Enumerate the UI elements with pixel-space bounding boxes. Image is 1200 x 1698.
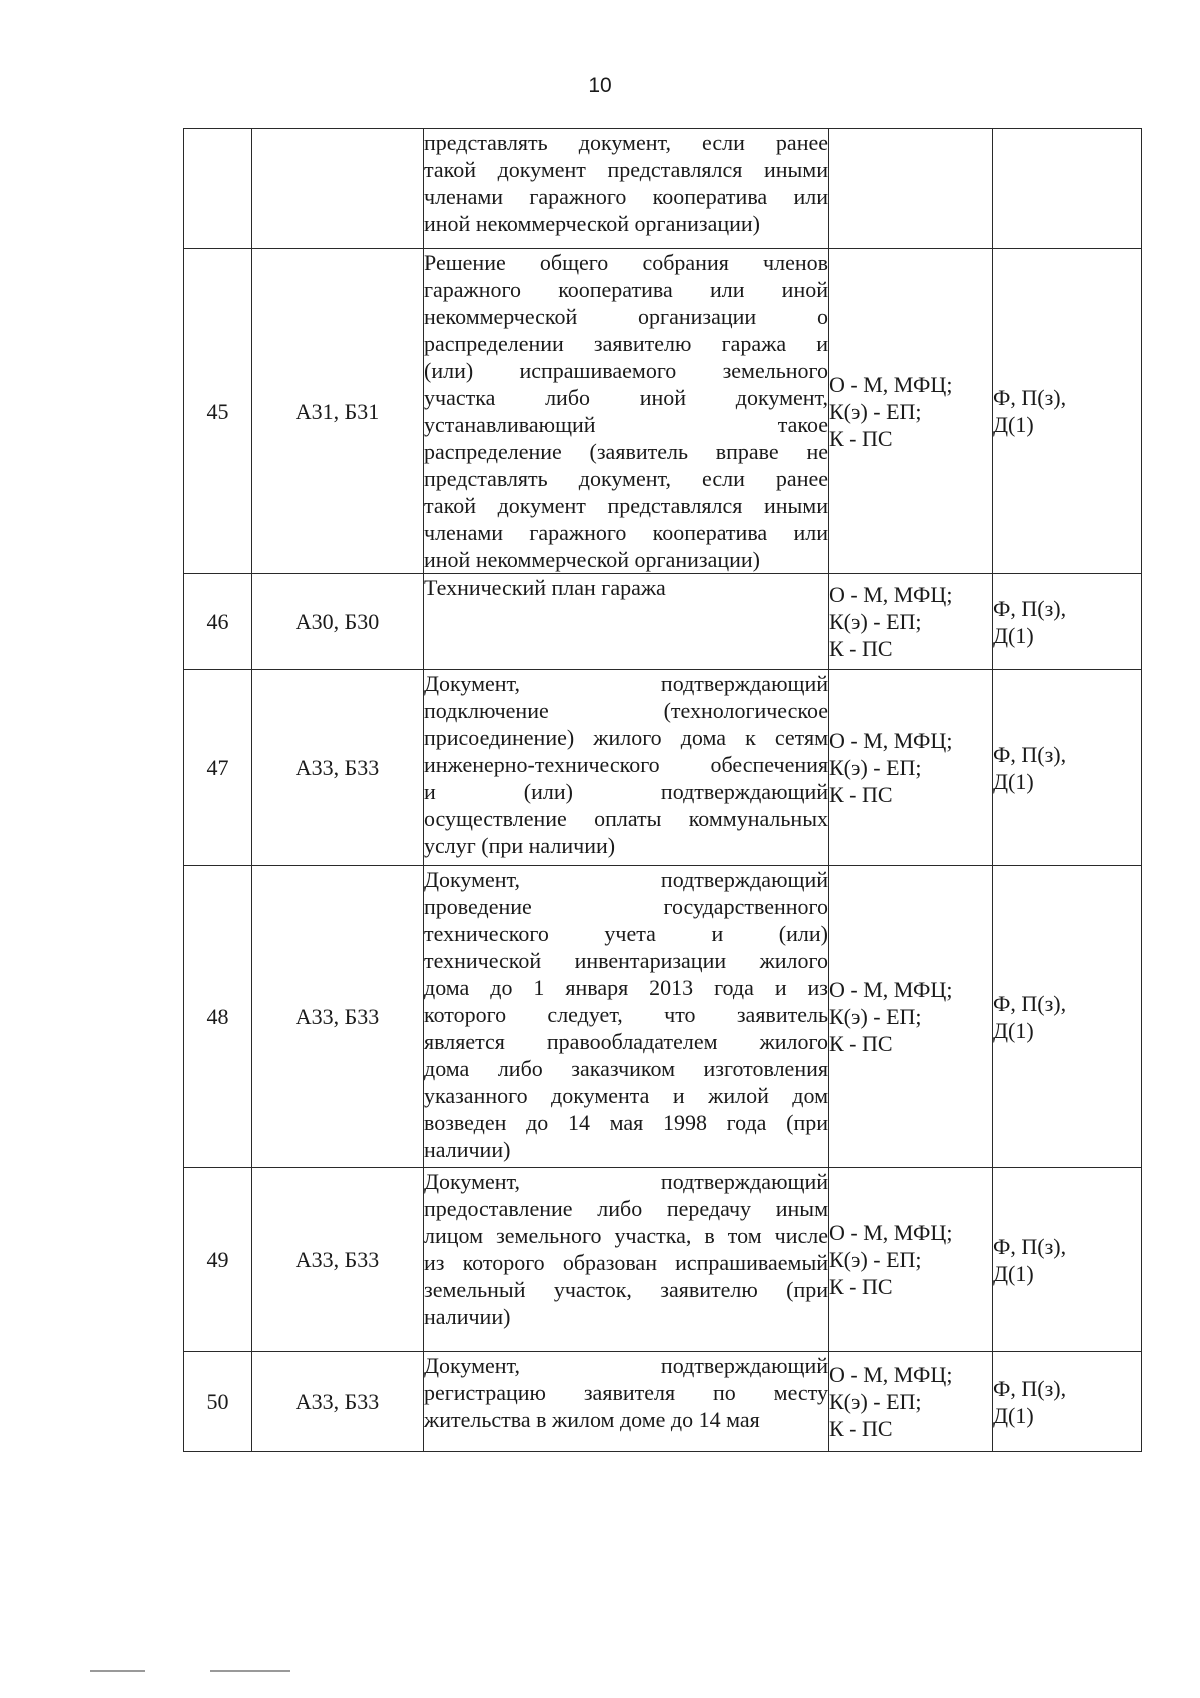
cell-line: К - ПС <box>829 782 893 807</box>
cell-line: К(э) - ЕП; <box>829 1389 922 1414</box>
row-submission-method <box>829 129 993 249</box>
row-document-form <box>993 1168 1142 1352</box>
cell-line: гаражного кооператива или иной <box>424 277 828 302</box>
cell-line: О - М, МФЦ; <box>829 977 953 1002</box>
row-document-form <box>993 866 1142 1168</box>
cell-line: Ф, П(з), <box>993 595 1067 621</box>
cell-line: лицом земельного участка, в том числе <box>424 1223 828 1248</box>
row-number: 45 <box>184 249 252 574</box>
cell-line: членами гаражного кооператива или <box>424 184 828 209</box>
cell-line: О - М, МФЦ; <box>829 371 953 397</box>
table-row <box>184 670 1142 866</box>
row-submission-method <box>829 866 993 1168</box>
row-number: 50 <box>184 1352 252 1452</box>
row-code: А33, Б33 <box>252 670 424 866</box>
cell-line: дома либо заказчиком изготовления <box>424 1056 828 1081</box>
cell-line: земельный участок, заявителю (при <box>424 1277 828 1302</box>
cell-line: такой документ представлялся иными <box>424 157 828 182</box>
cell-line: Ф, П(з), <box>993 990 1067 1016</box>
row-submission-method <box>829 574 993 670</box>
row-description <box>424 249 829 574</box>
row-document-form <box>993 1352 1142 1452</box>
cell-line: некоммерческой организации о <box>424 304 828 329</box>
row-submission-method <box>829 1352 993 1452</box>
cell-line: проведение государственного <box>424 894 828 919</box>
row-document-form <box>993 574 1142 670</box>
cell-line: К(э) - ЕП; <box>829 755 922 780</box>
row-description <box>424 129 829 249</box>
table-row <box>184 1168 1142 1352</box>
cell-line: Документ, подтверждающий <box>424 1169 828 1194</box>
cell-line: (или) испрашиваемого земельного <box>424 358 828 383</box>
cell-line: К - ПС <box>829 425 893 451</box>
row-description <box>424 670 829 866</box>
cell-line: подключение (технологическое <box>424 698 828 723</box>
row-code: А31, Б31 <box>252 249 424 574</box>
row-number: 48 <box>184 866 252 1168</box>
cell-line: и (или) подтверждающий <box>424 779 828 804</box>
cell-line: К - ПС <box>829 1031 893 1056</box>
table-row <box>184 866 1142 1168</box>
cell-line: членами гаражного кооператива или <box>424 520 828 545</box>
row-number: 47 <box>184 670 252 866</box>
cell-line: услуг (при наличии) <box>424 833 616 858</box>
row-code: А33, Б33 <box>252 1352 424 1452</box>
cell-line: предоставление либо передачу иным <box>424 1196 828 1221</box>
cell-line: О - М, МФЦ; <box>829 1220 953 1245</box>
cell-line: Решение общего собрания членов <box>424 250 828 275</box>
cell-line: является правообладателем жилого <box>424 1029 828 1054</box>
document-table <box>183 128 1142 1452</box>
table-row <box>184 129 1142 249</box>
row-code <box>252 129 424 249</box>
cell-line: распределение (заявитель вправе не <box>424 439 828 464</box>
cell-line: Документ, подтверждающий <box>424 1353 828 1378</box>
row-description <box>424 574 829 670</box>
cell-line: инженерно-технического обеспечения <box>424 752 828 777</box>
row-number: 46 <box>184 574 252 670</box>
cell-line: К - ПС <box>829 636 893 661</box>
row-document-form <box>993 249 1142 574</box>
cell-line: К(э) - ЕП; <box>829 1004 922 1029</box>
cell-line: О - М, МФЦ; <box>829 1362 953 1387</box>
cell-line: присоединение) жилого дома к сетям <box>424 725 828 750</box>
cell-line: указанного документа и жилой дом <box>424 1083 828 1108</box>
cell-line: технической инвентаризации жилого <box>424 948 828 973</box>
cell-line: представлять документ, если ранее <box>424 130 828 155</box>
cell-line: которого следует, что заявитель <box>424 1002 828 1027</box>
cell-line: Д(1) <box>993 622 1034 648</box>
cell-line: наличии) <box>424 1137 511 1162</box>
cell-line: представлять документ, если ранее <box>424 466 828 491</box>
cell-line: Ф, П(з), <box>993 1375 1067 1401</box>
table-row <box>184 574 1142 670</box>
cell-line: наличии) <box>424 1304 511 1329</box>
page-number: 10 <box>588 74 612 97</box>
row-code: А33, Б33 <box>252 866 424 1168</box>
cell-line: О - М, МФЦ; <box>829 582 953 607</box>
row-code: А33, Б33 <box>252 1168 424 1352</box>
cell-line: осуществление оплаты коммунальных <box>424 806 828 831</box>
cell-line: устанавливающий такое <box>424 412 828 437</box>
cell-line: такой документ представлялся иными <box>424 493 828 518</box>
row-description <box>424 866 829 1168</box>
row-description <box>424 1352 829 1452</box>
cell-line: Технический план гаража <box>424 575 666 600</box>
cell-line: К(э) - ЕП; <box>829 609 922 634</box>
cell-line: К(э) - ЕП; <box>829 1247 922 1272</box>
cell-line: жительства в жилом доме до 14 мая <box>424 1407 760 1432</box>
cell-line: Ф, П(з), <box>993 741 1067 767</box>
row-document-form <box>993 670 1142 866</box>
row-number <box>184 129 252 249</box>
cell-line: Ф, П(з), <box>993 385 1067 410</box>
cell-line: участка либо иной документ, <box>424 385 828 410</box>
scan-artifact <box>90 1670 145 1672</box>
row-code: А30, Б30 <box>252 574 424 670</box>
row-description <box>424 1168 829 1352</box>
cell-line: распределении заявителю гаража и <box>424 331 828 356</box>
cell-line: Документ, подтверждающий <box>424 867 828 892</box>
row-submission-method <box>829 670 993 866</box>
table-row <box>184 249 1142 574</box>
row-submission-method <box>829 249 993 574</box>
cell-line: из которого образован испрашиваемый <box>424 1250 828 1275</box>
cell-line: дома до 1 января 2013 года и из <box>424 975 828 1000</box>
cell-line: иной некоммерческой организации) <box>424 547 760 572</box>
cell-line: Документ, подтверждающий <box>424 671 828 696</box>
cell-line: Ф, П(з), <box>993 1233 1067 1259</box>
cell-line: технического учета и (или) <box>424 921 828 946</box>
cell-line: Д(1) <box>993 768 1034 794</box>
cell-line: К(э) - ЕП; <box>829 398 922 424</box>
cell-line: О - М, МФЦ; <box>829 728 953 753</box>
cell-line: регистрацию заявителя по месту <box>424 1380 828 1405</box>
row-document-form <box>993 129 1142 249</box>
table-row <box>184 1352 1142 1452</box>
cell-line: Д(1) <box>993 1260 1034 1286</box>
cell-line: возведен до 14 мая 1998 года (при <box>424 1110 828 1135</box>
scan-artifact <box>210 1670 290 1672</box>
cell-line: Д(1) <box>993 412 1034 437</box>
cell-line: Д(1) <box>993 1402 1034 1428</box>
row-submission-method <box>829 1168 993 1352</box>
cell-line: иной некоммерческой организации) <box>424 211 760 236</box>
row-number: 49 <box>184 1168 252 1352</box>
cell-line: К - ПС <box>829 1416 893 1441</box>
cell-line: Д(1) <box>993 1017 1034 1043</box>
cell-line: К - ПС <box>829 1274 893 1299</box>
table-body <box>184 129 1142 1452</box>
